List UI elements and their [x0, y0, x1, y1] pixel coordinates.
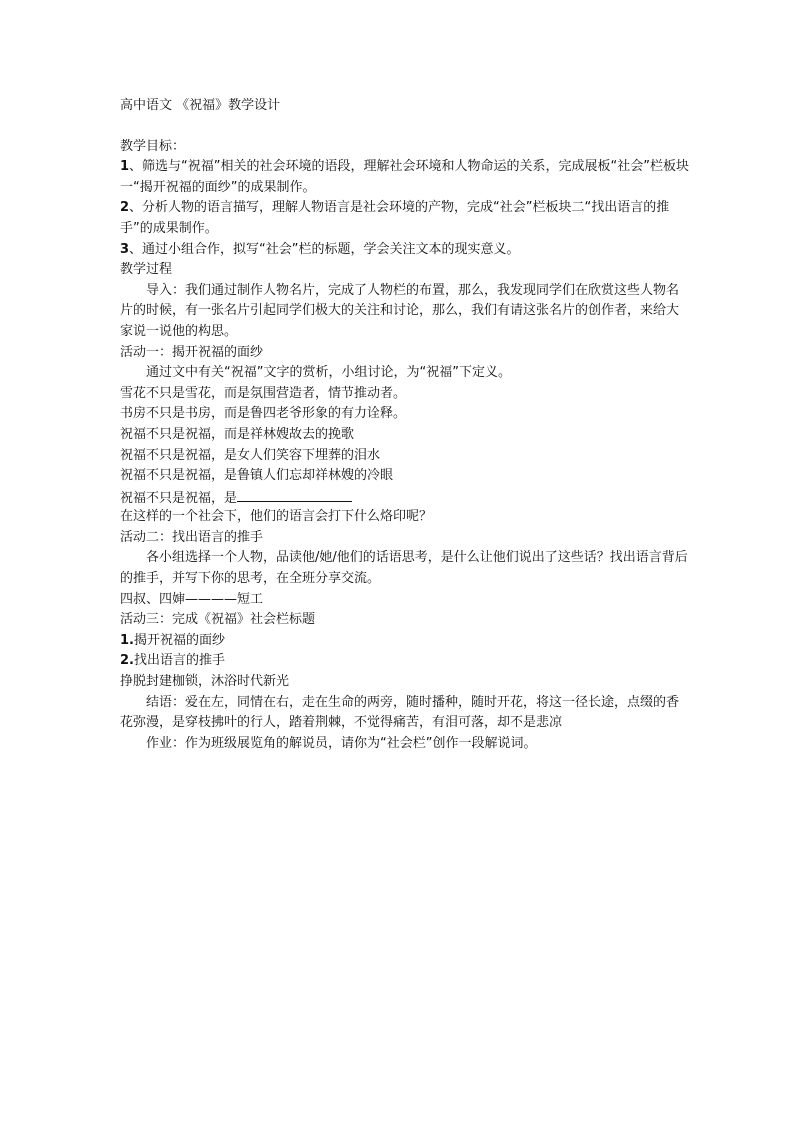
definition-line-2: 书房不只是书房，而是鲁四老爷形象的有力诠释。 [120, 406, 407, 422]
goal-2 [120, 198, 690, 239]
goal-3-text: 、通过小组合作，拟写“社会”栏的标题，学会关注文本的现实意义。 [129, 241, 520, 257]
example-line: 四叔、四婶————短工 [120, 591, 264, 607]
goal-1-number: 1 [120, 159, 130, 175]
goal-1 [120, 157, 690, 198]
definition-line-1: 雪花不只是雪花，而是氛围营造者，情节推动者。 [120, 385, 407, 401]
question-line: 在这样的一个社会下，他们的语言会打下什么烙印呢？ [120, 509, 433, 525]
goal-3-number: 3 [120, 241, 130, 257]
title-item-1 [120, 631, 690, 652]
title-item-1-text: 揭开祝福的面纱 [133, 632, 225, 648]
homework-line: 作业：作为班级展览角的解说员，请你为“社会栏”创作一段解说词。 [146, 735, 537, 751]
goal-3 [120, 240, 690, 261]
goal-2-number: 2 [120, 200, 130, 216]
definition-line-6 [120, 487, 690, 508]
activity-3-heading: 活动三：完成《祝福》社会栏标题 [120, 612, 316, 628]
activity-2-text: 各小组选择一个人物，品读他/她/他们的话语思考，是什么让他们说出了这些话？找出语言背后的推手，并写下你的思考，在全班分享交流。 [120, 550, 688, 587]
title-item-2-text: 找出语言的推手 [133, 653, 225, 669]
goal-2-text: 、分析人物的语言描写，理解人物语言是社会环境的产物，完成“社会”栏板块二“找出语言的推手”的成果制作。 [120, 200, 670, 236]
document-title: 高中语文 《祝福》教学设计 [120, 98, 281, 113]
process-heading: 教学过程 [120, 262, 173, 278]
definition-line-3: 祝福不只是祝福，而是祥林嫂故去的挽歌 [120, 426, 355, 442]
goal-1-text: 、筛选与“祝福”相关的社会环境的语段，理解社会环境和人物命运的关系，完成展板“社会”栏板块一“揭开祝福的面纱”的成果制作。 [120, 159, 689, 195]
fill-in-blank [237, 487, 352, 502]
title-item-2 [120, 651, 690, 672]
definition-line-5: 祝福不只是祝福，是鲁镇人们忘却祥林嫂的冷眼 [120, 468, 394, 484]
conclusion-paragraph: 结语：爱在左，同情在右，走在生命的两旁，随时播种，随时开花，将这一径长途，点缀的香花弥漫，是穿枝拂叶的行人，踏着荆棘，不觉得痛苦，有泪可落，却不是悲凉 [120, 694, 680, 731]
title-item-2-number: 2. [120, 653, 134, 669]
document-body [120, 96, 690, 754]
goals-heading: 教学目标： [120, 138, 186, 154]
definition-line-6-text: 祝福不只是祝福，是 [120, 490, 238, 506]
title-item-1-number: 1. [120, 632, 134, 648]
activity-1-heading: 活动一：揭开祝福的面纱 [120, 344, 264, 360]
slogan-line: 挣脱封建枷锁，沐浴时代新光 [120, 674, 290, 690]
definition-line-4: 祝福不只是祝福，是女人们笑容下埋葬的泪水 [120, 447, 381, 463]
intro-paragraph: 导入：我们通过制作人物名片，完成了人物栏的布置，那么，我发现同学们在欣赏这些人物名片的时候，有一张名片引起同学们极大的关注和讨论，那么，我们有请这张名片的创作者，来给大家说一说他的构思。 [120, 282, 680, 339]
activity-2-heading: 活动二：找出语言的推手 [120, 529, 264, 545]
activity-1-text: 通过文中有关“祝福”文字的赏析，小组讨论，为“祝福”下定义。 [146, 365, 511, 381]
